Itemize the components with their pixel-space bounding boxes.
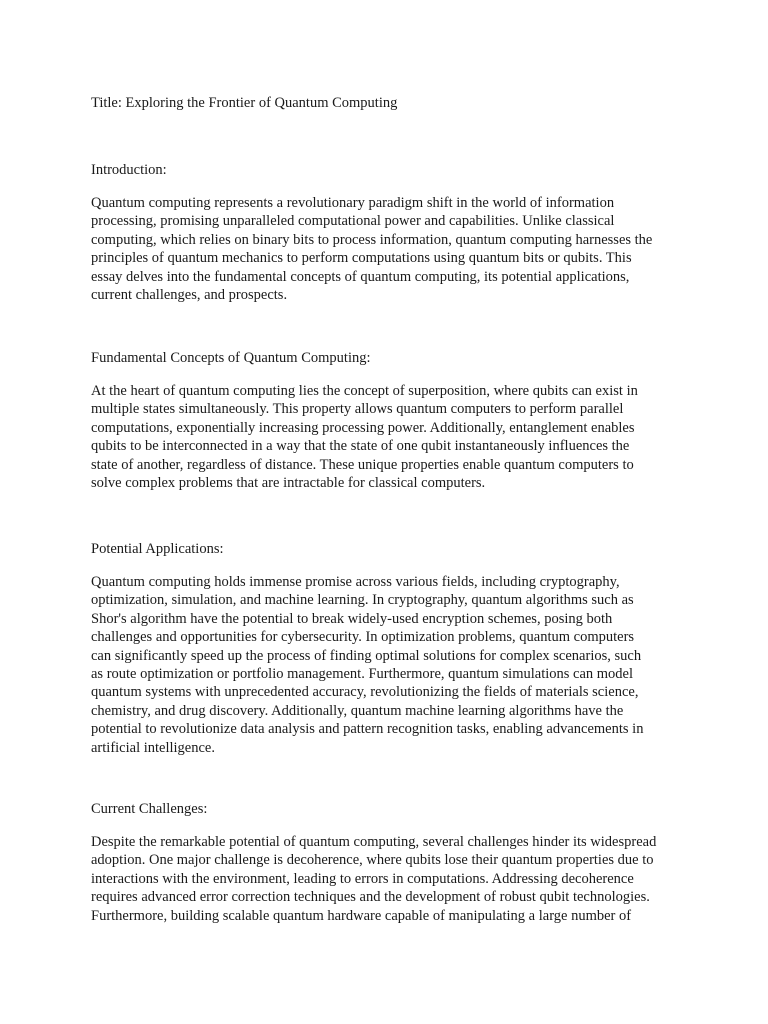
section-heading-current-challenges: Current Challenges: [91,801,208,817]
paragraph-line: state of another, regardless of distance. These unique properties enable quantum computers to [91,456,634,473]
paragraph-line: quantum systems with unprecedented accuracy, revolutionizing the fields of materials science, [91,684,639,701]
paragraph-line: solve complex problems that are intractable for classical computers. [91,475,486,492]
paragraph-line: At the heart of quantum computing lies the concept of superposition, where qubits can exist in [91,383,638,399]
paragraph-line: potential to revolutionize data analysis and pattern recognition tasks, enabling advancements in [91,721,644,738]
paragraph-line: adoption. One major challenge is decoherence, where qubits lose their quantum properties due to [91,852,654,869]
paragraph-line: current challenges, and prospects. [91,287,288,304]
paragraph-line: optimization, simulation, and machine learning. In cryptography, quantum algorithms such as [91,592,634,609]
paragraph-line: interactions with the environment, leading to errors in computations. Addressing decoherence [91,870,634,887]
paragraph-line: artificial intelligence. [91,739,215,756]
paragraph-line: Furthermore, building scalable quantum hardware capable of manipulating a large number of [91,907,632,924]
paragraph-line: computing, which relies on binary bits to process information, quantum computing harnesses the [91,231,653,248]
paragraph-line: essay delves into the fundamental concepts of quantum computing, its potential applications, [91,268,630,285]
paragraph-line: Shor's algorithm have the potential to break widely-used encryption schemes, posing both [91,610,613,627]
section-body-potential-applications [91,573,681,757]
paragraph-line: chemistry, and drug discovery. Additionally, quantum machine learning algorithms have the [91,702,624,719]
paragraph-line: computations, exponentially increasing processing power. Additionally, entanglement enables [91,419,635,436]
paragraph-line: multiple states simultaneously. This property allows quantum computers to perform parallel [91,401,624,418]
paragraph-line: processing, promising unparalleled computational power and capabilities. Unlike classical [91,213,615,230]
section-heading-introduction: Introduction: [91,162,167,178]
section-heading-potential-applications: Potential Applications: [91,541,224,557]
section-body-introduction [91,194,681,304]
section-body-fundamental-concepts [91,382,681,492]
paragraph-line: Despite the remarkable potential of quantum computing, several challenges hinder its widespread [91,834,657,850]
paragraph-line: requires advanced error correction techniques and the development of robust qubit technologies. [91,889,650,906]
paragraph-line: qubits to be interconnected in a way that the state of one qubit instantaneously influences the [91,438,630,455]
paragraph-line: Quantum computing represents a revolutionary paradigm shift in the world of information [91,195,615,211]
paragraph-line: principles of quantum mechanics to perform computations using quantum bits or qubits. This [91,250,632,267]
section-heading-fundamental-concepts: Fundamental Concepts of Quantum Computing: [91,350,371,366]
paragraph-line: Quantum computing holds immense promise across various fields, including cryptography, [91,574,620,590]
section-body-current-challenges [91,833,681,925]
paragraph-line: challenges and opportunities for cybersecurity. In optimization problems, quantum computers [91,629,635,646]
document-title: Title: Exploring the Frontier of Quantum Computing [91,95,398,111]
paragraph-line: can significantly speed up the process of finding optimal solutions for complex scenarios, such [91,647,642,664]
paragraph-line: as route optimization or portfolio management. Furthermore, quantum simulations can model [91,666,634,683]
